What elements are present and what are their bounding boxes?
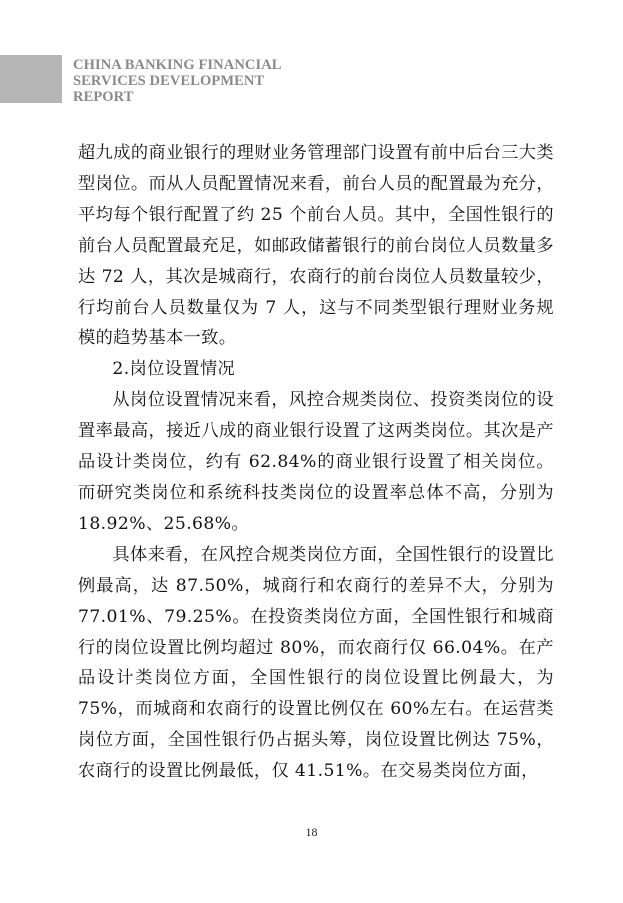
running-header-title: CHINA BANKING FINANCIAL SERVICES DEVELOPMENT REPORT	[73, 57, 282, 105]
paragraph-3: 具体来看，在风控合规类岗位方面，全国性银行的设置比例最高，达 87.50%，城商行和农商行的差异不大，分别为 77.01%、79.25%。在投资类岗位方面，全国性银行和城商行的岗位设置比例均超过 80%，而农商行仅 66.04%。在产品设计类岗位方面，全国性银行的岗位设置比例最大，为 75%，而城商和农商行的设置比例仅在 60%左右。在运营类岗位方面，全国性银行仍占据头筹，岗位设置比例达 75%，农商行的设置比例最低，仅 41.51%。在交易类岗位方面，	[78, 544, 554, 782]
paragraph-1: 超九成的商业银行的理财业务管理部门设置有前中后台三大类型岗位。而从人员配置情况来看，前台人员的配置最为充分，平均每个银行配置了约 25 个前台人员。其中，全国性银行的前台人员配置最充足，如邮政储蓄银行的前台岗位人员数量多达 72 人，其次是城商行，农商行的前台岗位人员数量较少，行均前台人员数量仅为 7 人，这与不同类型银行理财业务规模的趋势基本一致。	[78, 143, 554, 349]
header-gray-block	[0, 55, 62, 103]
page-body	[78, 138, 554, 787]
page-number: 18	[305, 825, 318, 839]
paragraph-2: 从岗位设置情况来看，风控合规类岗位、投资类岗位的设置率最高，接近八成的商业银行设置了这两类岗位。其次是产品设计类岗位，约有 62.84%的商业银行设置了相关岗位。而研究类岗位和系统科技类岗位的设置率总体不高，分别为 18.92%、25.68%。	[78, 390, 554, 534]
section-heading: 2.岗位设置情况	[112, 359, 236, 380]
